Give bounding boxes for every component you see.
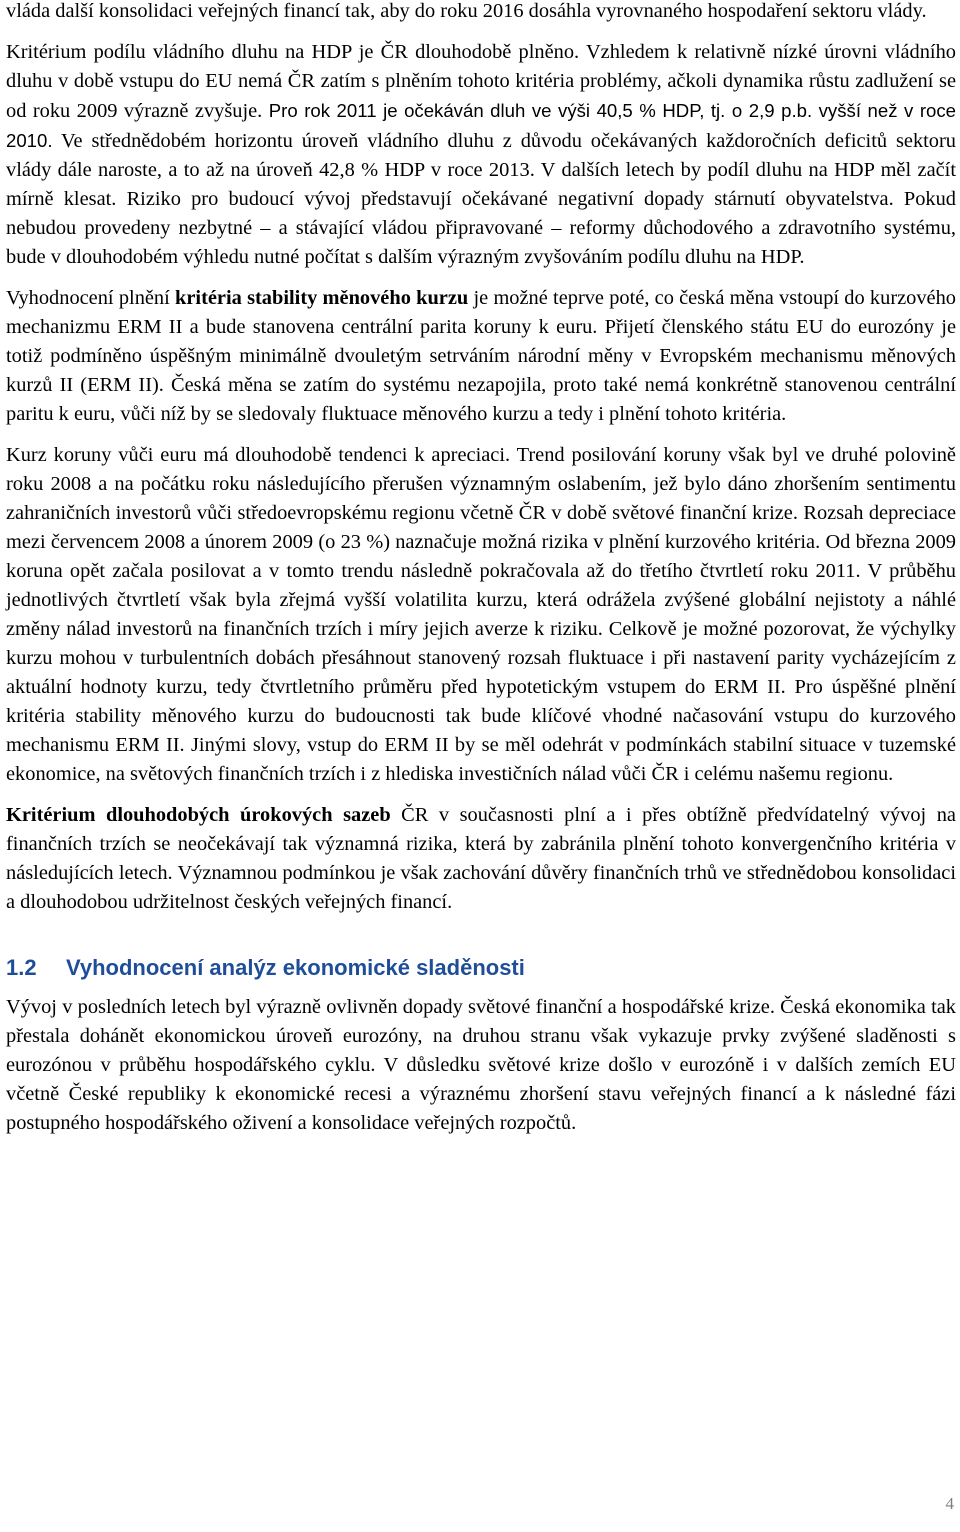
paragraph-koruna-trend xyxy=(6,441,956,789)
paragraph-text: ČR v současnosti plní a i přes obtížně předvídatelný vývoj na finančních trzích se neočekávají tak významná rizika, která by zabránila plnění tohoto konvergenčního kritéria v následujících letech. Významnou podmínkou je však zachování důvěry finančních trhů ve střednědobou konsolidaci a dlouhodobou udržitelnost českých veřejných financí. xyxy=(6,804,956,913)
paragraph-bold-term: kritéria stability měnového kurzu xyxy=(175,287,469,309)
paragraph-text: vláda další konsolidaci veřejných financí tak, aby do roku 2016 dosáhla vyrovnaného hospodaření sektoru vlády. xyxy=(6,0,927,22)
document-page xyxy=(6,0,956,1138)
paragraph-text: Vyhodnocení plnění xyxy=(6,287,176,309)
section-number: 1.2 xyxy=(6,955,37,980)
section-title: Vyhodnocení analýz ekonomické sladěnosti xyxy=(66,955,525,980)
paragraph-interest-rate-criterion xyxy=(6,801,956,917)
paragraph-fiscal-consolidation xyxy=(6,0,956,26)
paragraph-debt-criterion xyxy=(6,38,956,272)
paragraph-text: Vývoj v posledních letech byl výrazně ovlivněn dopady světové finanční a hospodářské krize. Česká ekonomika tak přestala dohánět ekonomickou úroveň eurozóny, na druhou stranu však vykazuje prvky zvýšené sladěnosti s eurozónou v průběhu hospodářského cyklu. V důsledku světové krize došlo v eurozóně i v dalších zemích EU včetně České republiky k ekonomické recesi a výraznému zhoršení stavu veřejných financí a k následné fázi postupného hospodářského oživení a konsolidace veřejných rozpočtů. xyxy=(6,996,956,1134)
paragraph-text: Kurz koruny vůči euru má dlouhodobě tendenci k apreciaci. Trend posilování koruny však byl ve druhé polovině roku 2008 a na počátku roku následujícího přerušen významným oslabením, jež bylo dáno zhoršením sentimentu zahraničních investorů vůči středoevropskému regionu včetně ČR v době světové finanční krize. Rozsah depreciace mezi červencem 2008 a únorem 2009 (o 23 %) naznačuje možná rizika v plnění kurzového kritéria. Od března 2009 koruna opět začala posilovat a v tomto trendu následně pokračovala až do třetího čtvrtletí roku 2011. V průběhu jednotlivých čtvrtletí však byla zřejmá vyšší volatilita kurzu, která odrážela zvýšené globální nejistoty a náhlé změny nálad investorů na finančních trzích i míry jejich averze k riziku. Celkově je možné pozorovat, že výchylky kurzu mohou v turbulentních dobách přesáhnout stanovený rozsah fluktuace i při nastavení parity vycházejícím z aktuální hodnoty kurzu, tedy čtvrtletního průměru před hypotetickým vstupem do ERM II. Pro úspěšné plnění kritéria stability měnového kurzu do budoucnosti tak bude klíčové vhodné načasování vstupu do kurzového mechanismu ERM II. Jinými slovy, vstup do ERM II by se měl odehrát v podmínkách stabilní situace v tuzemské ekonomice, na světových finančních trzích i z hlediska investičních nálad vůči ČR i celému našemu regionu. xyxy=(6,444,956,785)
paragraph-economic-alignment xyxy=(6,993,956,1138)
section-heading xyxy=(6,953,956,993)
paragraph-exchange-rate-criterion xyxy=(6,284,956,429)
paragraph-text: Ve střednědobém horizontu úroveň vládního dluhu z důvodu očekávaných každoročních deficitů sektoru vlády dále naroste, a to až na úroveň 42,8 % HDP v roce 2013. V dalších letech by podíl dluhu na HDP měl začít mírně klesat. Riziko pro budoucí vývoj představují očekávané negativní dopady stárnutí obyvatelstva. Pokud nebudou provedeny nezbytné – a stávající vládou připravované – reformy důchodového a zdravotního systému, bude v dlouhodobém výhledu nutné počítat s dalším výrazným zvyšováním podílu dluhu na HDP. xyxy=(6,130,956,268)
page-number: 4 xyxy=(945,1494,954,1513)
paragraph-text-sans: Pro rok 2011 je očekáván dluh ve výši 40,5 % HDP, tj. o 2,9 p.b. vyšší než v roce 2010. xyxy=(6,100,957,151)
paragraph-text: je možné teprve poté, co česká měna vstoupí do kurzového mechanizmu ERM II a bude stanovena centrální parita koruny k euru. Přijetí členského státu EU do eurozóny je totiž podmíněno úspěšným minimálně dvouletým setrváním národní měny v Evropském mechanismu měnových kurzů II (ERM II). Česká měna se zatím do systému nezapojila, proto také nemá konkrétně stanovenou centrální paritu k euru, vůči níž by se sledovaly fluktuace měnového kurzu a tedy i plnění tohoto kritéria. xyxy=(6,287,956,425)
paragraph-bold-term: Kritérium dlouhodobých úrokových sazeb xyxy=(6,804,391,826)
paragraph-text: Kritérium podílu vládního dluhu na HDP je ČR dlouhodobě plněno. Vzhledem k relativně nízké úrovni vládního dluhu v době vstupu do EU nemá ČR zatím s plněním tohoto kritéria problémy, ačkoli dynamika růstu zadlužení se od roku 2009 výrazně zvyšuje. xyxy=(6,41,956,122)
